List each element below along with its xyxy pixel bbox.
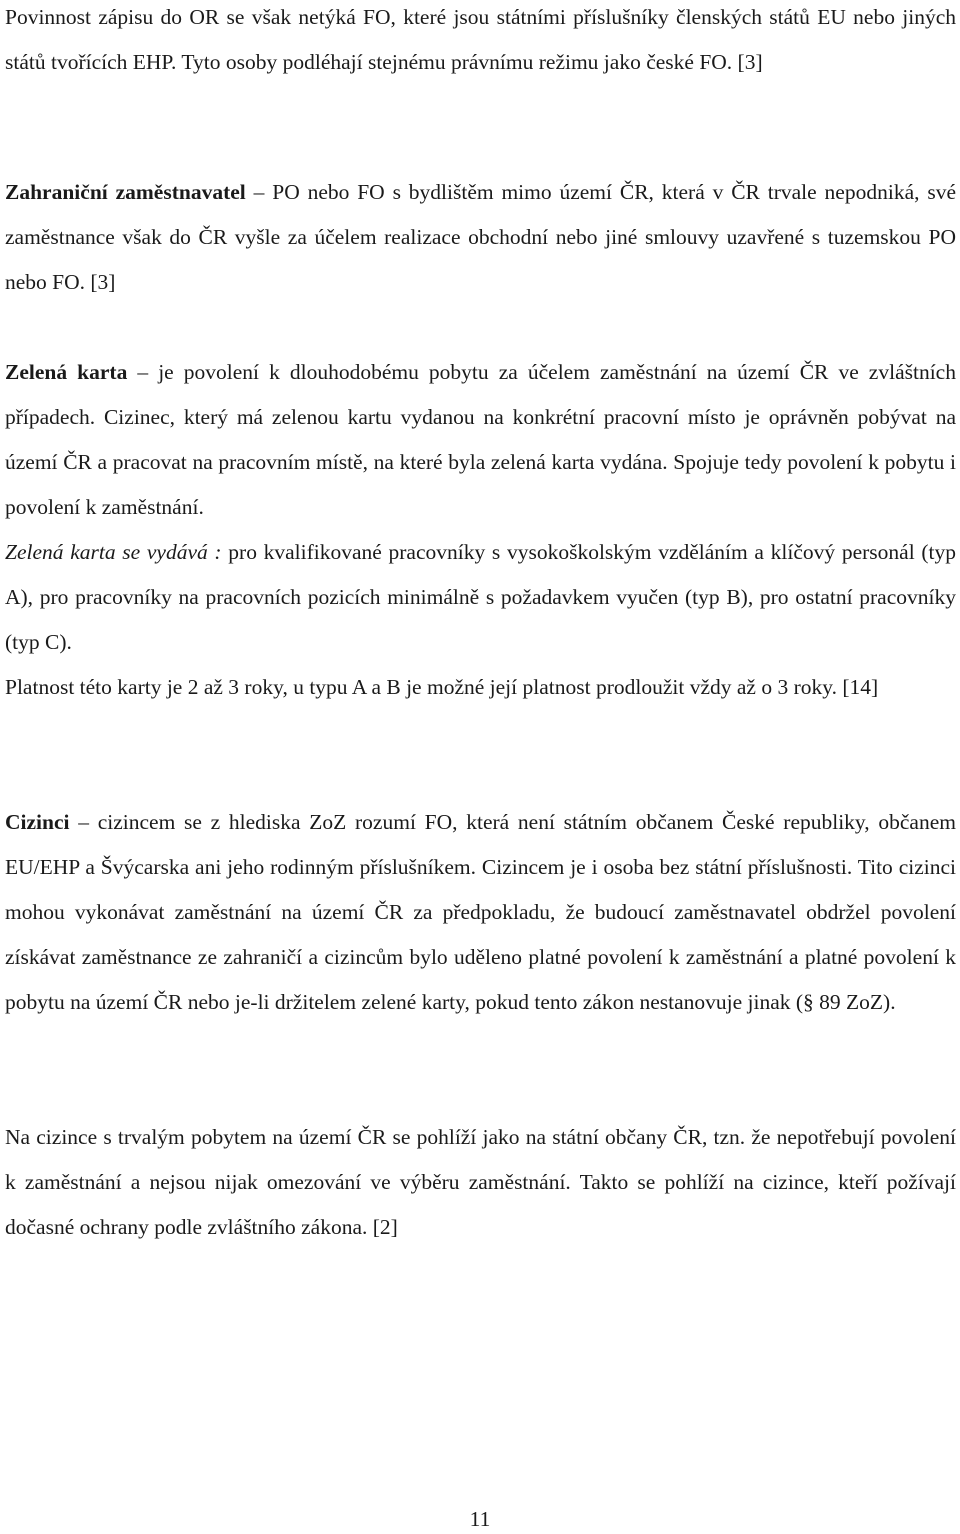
paragraph-or-registration <box>5 0 956 85</box>
paragraph-text: Platnost této karty je 2 až 3 roky, u typu A a B je možné její platnost prodloužit vždy až o 3 roky. [14] <box>5 675 879 699</box>
paragraph-text: – PO nebo FO s bydlištěm mimo území ČR, která v ČR trvale nepodniká, své zaměstnance však do ČR vyšle za účelem realizace obchodní nebo jiné smlouvy uzavřené s tuzemskou PO nebo FO. [3] <box>5 180 957 294</box>
paragraph-text: pro kvalifikované pracovníky s vysokoškolským vzděláním a klíčový personál (typ A), pro pracovníky na pracovních pozicích minimálně s požadavkem vyučen (typ B), pro ostatní pracovníky (typ C). <box>5 540 956 654</box>
paragraph-foreign-employer <box>5 170 956 305</box>
term-foreign-employer: Zahraniční zaměstnavatel <box>5 180 246 204</box>
page-number: 11 <box>469 1507 491 1531</box>
term-foreigners: Cizinci <box>5 810 70 834</box>
paragraph-permanent-residence <box>5 1115 956 1250</box>
term-green-card: Zelená karta <box>5 360 128 384</box>
paragraph-foreigners <box>5 800 956 1025</box>
paragraph-text: – je povolení k dlouhodobému pobytu za účelem zaměstnání na území ČR ve zvláštních případech. Cizinec, který má zelenou kartu vydanou na konkrétní pracovní místo je oprávněn pobývat na území ČR a pracovat na pracovním místě, na které byla zelená karta vydána. Spojuje tedy povolení k pobytu i povolení k zaměstnání. <box>5 360 956 519</box>
paragraph-text: Povinnost zápisu do OR se však netýká FO, které jsou státními příslušníky členských států EU nebo jiných států tvořících EHP. Tyto osoby podléhají stejnému právnímu režimu jako české FO. [3] <box>5 5 956 74</box>
paragraph-text: Na cizince s trvalým pobytem na území ČR se pohlíží jako na státní občany ČR, tzn. že nepotřebují povolení k zaměstnání a nejsou nijak omezování ve výběru zaměstnání. Takto se pohlíží na cizince, kteří požívají dočasné ochrany podle zvláštního zákona. [2] <box>5 1125 956 1239</box>
paragraph-green-card-validity <box>5 665 956 710</box>
paragraph-green-card <box>5 350 956 530</box>
green-card-lead: Zelená karta se vydává : <box>5 540 222 564</box>
paragraph-text: – cizincem se z hlediska ZoZ rozumí FO, která není státním občanem České republiky, občanem EU/EHP a Švýcarska ani jeho rodinným příslušníkem. Cizincem je i osoba bez státní příslušnosti. Tito cizinci mohou vykonávat zaměstnání na území ČR za předpokladu, že budoucí zaměstnavatel obdržel povolení získávat zaměstnance ze zahraničí a cizincům bylo uděleno platné povolení k zaměstnání a platné povolení k pobytu na území ČR nebo je-li držitelem zelené karty, pokud tento zákon nestanovuje jinak (§ 89 ZoZ). <box>5 810 956 1014</box>
paragraph-green-card-types <box>5 530 956 665</box>
